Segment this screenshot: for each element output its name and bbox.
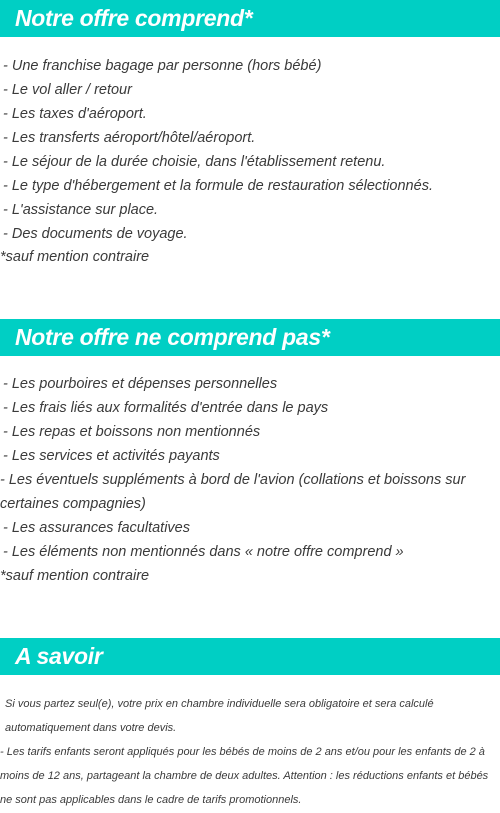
- included-item: - L'assistance sur place.: [3, 202, 159, 218]
- excluded-item: - Les pourboires et dépenses personnelles: [3, 376, 278, 392]
- excluded-item: - Les assurances facultatives: [3, 520, 190, 536]
- excluded-item: - Les éléments non mentionnés dans « notre offre comprend »: [3, 544, 404, 560]
- included-footnote: *sauf mention contraire: [0, 249, 150, 265]
- excluded-item: - Les repas et boissons non mentionnés: [3, 424, 261, 440]
- included-item: - Le vol aller / retour: [3, 82, 132, 98]
- included-item: - Des documents de voyage.: [3, 226, 188, 242]
- included-item: - Le séjour de la durée choisie, dans l'établissement retenu.: [3, 154, 386, 170]
- savoir-paragraph: - Les tarifs enfants seront appliqués pour les bébés de moins de 2 ans et/ou pour les enfants de 2 à moins de 12 ans, partageant la chambre de deux adultes. Attention : les réductions enfants et bébés ne sont pas applicables dans le cadre de tarifs promotionnels.: [0, 746, 489, 806]
- included-item: - Les taxes d'aéroport.: [3, 106, 147, 122]
- excluded-section-title: Notre offre ne comprend pas*: [0, 319, 500, 356]
- excluded-list: [0, 372, 500, 564]
- savoir-section-title: A savoir: [0, 638, 500, 675]
- included-item: - Le type d'hébergement et la formule de restauration sélectionnés.: [3, 178, 433, 194]
- excluded-item: - Les frais liés aux formalités d'entrée dans le pays: [3, 400, 329, 416]
- included-section-title: Notre offre comprend*: [0, 0, 500, 37]
- savoir-paragraph: Si vous partez seul(e), votre prix en chambre individuelle sera obligatoire et sera calculé automatiquement dans votre devis.: [5, 698, 434, 734]
- included-item: - Les transferts aéroport/hôtel/aéroport.: [3, 130, 256, 146]
- excluded-item: - Les éventuels suppléments à bord de l'avion (collations et boissons sur certaines compagnies): [0, 472, 466, 512]
- excluded-footnote: *sauf mention contraire: [0, 568, 150, 584]
- included-item: - Une franchise bagage par personne (hors bébé): [3, 58, 322, 74]
- excluded-item: - Les services et activités payants: [3, 448, 220, 464]
- included-list: [0, 54, 500, 246]
- savoir-text: [0, 692, 500, 812]
